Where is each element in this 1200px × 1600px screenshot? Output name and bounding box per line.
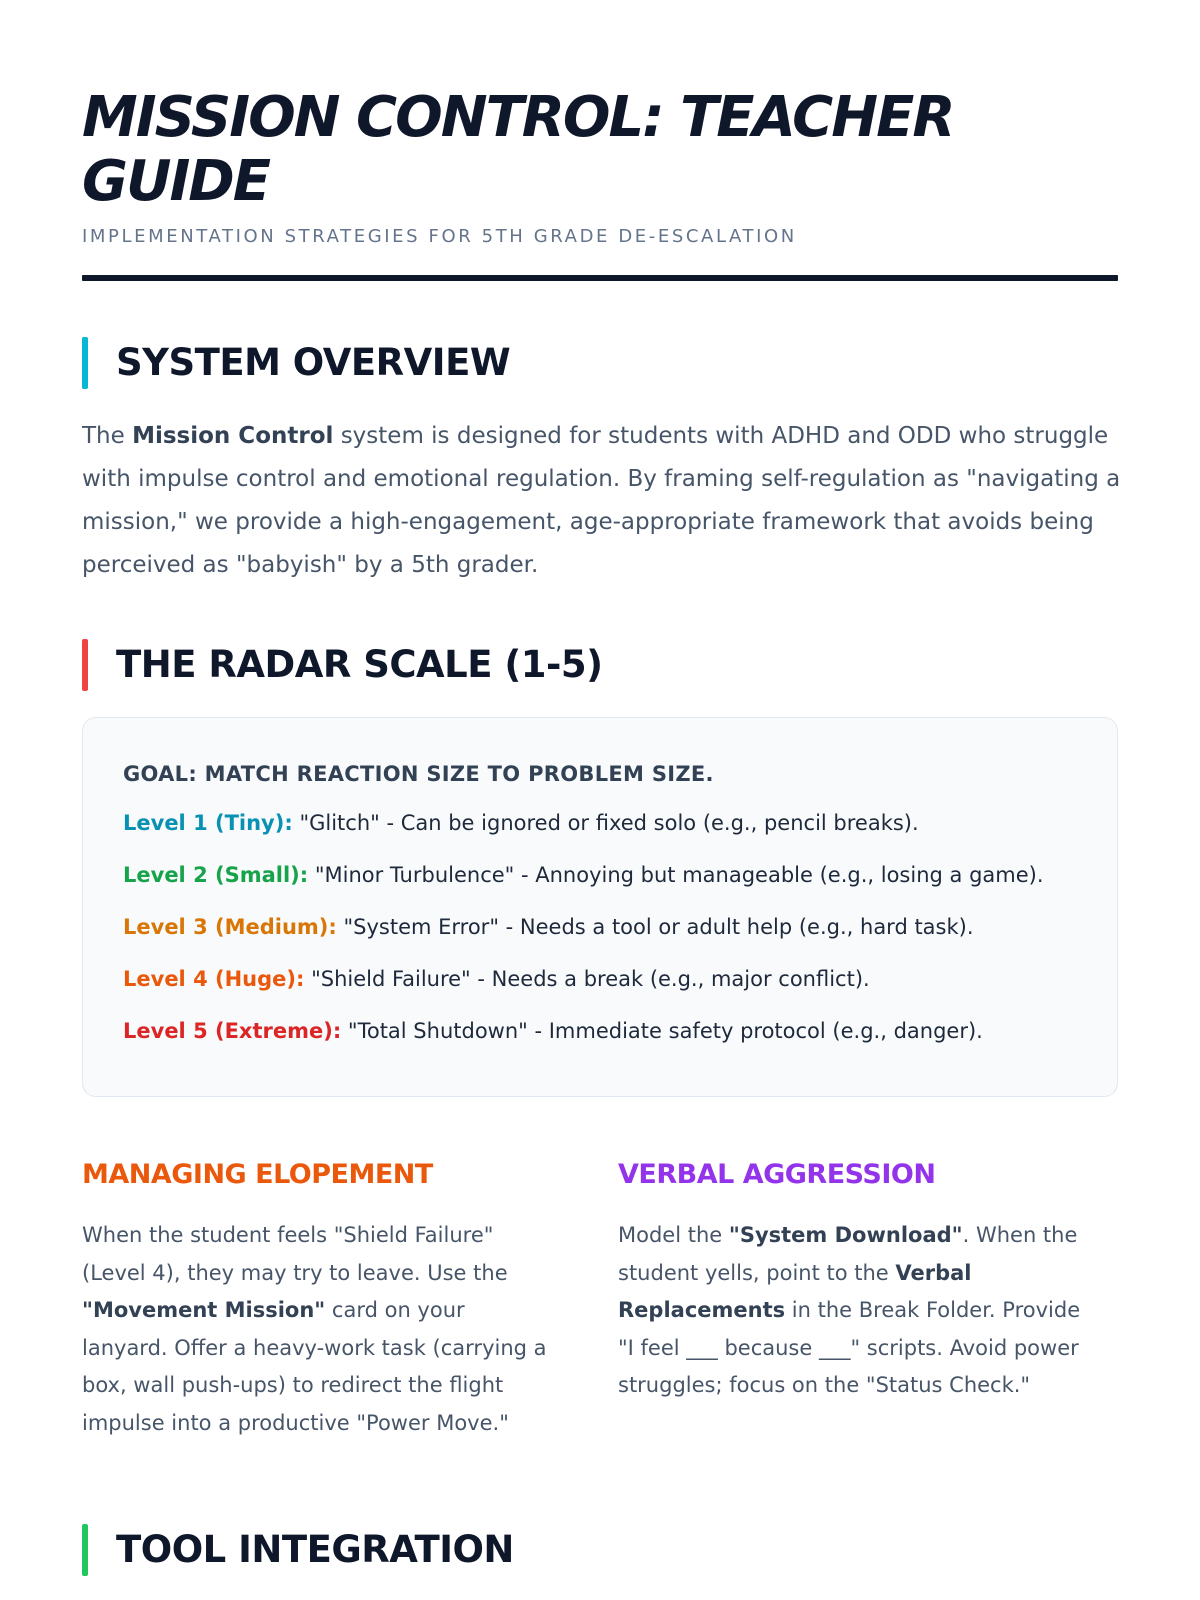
overview-text: The [82, 423, 133, 449]
level-label: Level 4 (Huge): [123, 967, 305, 991]
level-description: "System Error" - Needs a tool or adult help (e.g., hard task). [343, 915, 974, 939]
elopement-text: When the student feels "Shield Failure" (Level 4), they may try to leave. Use the [82, 1223, 508, 1285]
level-label: Level 2 (Small): [123, 863, 309, 887]
overview-bold-term: Mission Control [132, 423, 334, 449]
section-radar-scale [82, 639, 1118, 691]
elopement-heading: MANAGING ELOPEMENT [82, 1159, 433, 1190]
verbal-text: . When the student yells, point to the [618, 1223, 1078, 1285]
level-row [123, 964, 1077, 994]
elopement-bold-term: "Movement Mission" [82, 1298, 326, 1322]
section-heading: THE RADAR SCALE (1-5) [116, 643, 603, 686]
overview-text: system is designed for students with ADHD and ODD who struggle with impulse control and emotional regulation. By framing self-regulation as "navigating a mission," we provide a high-engagement, age-appropriate framework that avoids being perceived as "babyish" by a 5th grader. [82, 423, 1121, 578]
title-divider [82, 275, 1118, 281]
verbal-aggression-heading: VERBAL AGGRESSION [618, 1159, 936, 1190]
level-description: "Total Shutdown" - Immediate safety protocol (e.g., danger). [347, 1019, 983, 1043]
elopement-text: card on your lanyard. Offer a heavy-work task (carrying a box, wall push-ups) to redirect the flight impulse into a productive "Power Move." [82, 1298, 547, 1435]
verbal-aggression-paragraph [618, 1217, 1090, 1405]
verbal-bold-term: "System Download" [728, 1223, 963, 1247]
level-row [123, 808, 1077, 838]
section-tool-integration [82, 1524, 1118, 1576]
elopement-paragraph [82, 1217, 554, 1442]
verbal-aggression-column [618, 1159, 1090, 1442]
section-accent-bar [82, 1524, 88, 1576]
level-row [123, 860, 1077, 890]
radar-scale-card [82, 717, 1118, 1097]
verbal-text: Model the [618, 1223, 729, 1247]
level-description: "Shield Failure" - Needs a break (e.g., major conflict). [311, 967, 870, 991]
page-title: MISSION CONTROL: TEACHER GUIDE [82, 85, 954, 214]
section-heading: SYSTEM OVERVIEW [116, 341, 511, 384]
page-subtitle: IMPLEMENTATION STRATEGIES FOR 5TH GRADE DE-ESCALATION [82, 226, 797, 247]
level-description: "Glitch" - Can be ignored or fixed solo (e.g., pencil breaks). [299, 811, 919, 835]
section-accent-bar [82, 639, 88, 691]
level-description: "Minor Turbulence" - Annoying but manageable (e.g., losing a game). [314, 863, 1044, 887]
overview-paragraph [82, 415, 1122, 587]
strategy-columns [82, 1159, 1118, 1442]
level-row [123, 912, 1077, 942]
section-heading: TOOL INTEGRATION [116, 1528, 514, 1571]
level-label: Level 3 (Medium): [123, 915, 337, 939]
section-system-overview [82, 337, 1118, 389]
radar-goal: GOAL: MATCH REACTION SIZE TO PROBLEM SIZE. [123, 762, 714, 786]
section-accent-bar [82, 337, 88, 389]
level-label: Level 5 (Extreme): [123, 1019, 342, 1043]
verbal-bold-term: Verbal Replacements [618, 1260, 972, 1322]
level-label: Level 1 (Tiny): [123, 811, 293, 835]
elopement-column [82, 1159, 554, 1442]
level-row [123, 1016, 1077, 1046]
verbal-text: in the Break Folder. Provide "I feel ___ because ___" scripts. Avoid power struggles; focus on the "Status Check." [618, 1298, 1081, 1397]
